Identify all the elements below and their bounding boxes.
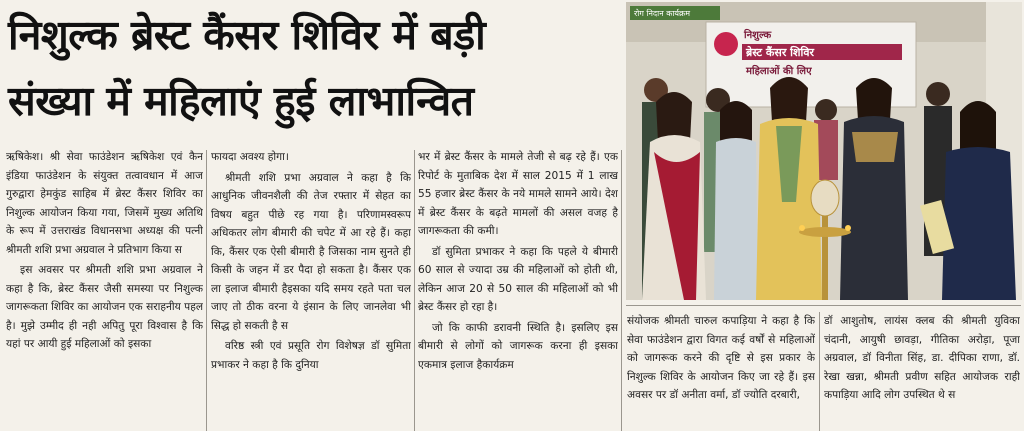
photo-bottom-rule	[626, 305, 1021, 306]
article-column-4	[627, 312, 815, 431]
banner-line-1: निशुल्क	[744, 30, 772, 41]
headline	[8, 2, 620, 134]
article-column-3	[418, 148, 618, 431]
banner-line-2: ब्रेस्ट कैंसर शिविर	[746, 46, 814, 59]
column-divider	[414, 150, 415, 431]
paragraph: इस अवसर पर श्रीमती शशि प्रभा अग्रवाल ने कहा है कि, ब्रेस्ट कैंसर जैसी समस्या पर निशुल्क जागरूकता शिविर का आयोजन एक सराहनीय पहल है। मुझे उम्मीद ही नही अपितु पूरा विश्वास है कि यहां पर आयी हुई महिलाओं को इसका	[6, 264, 203, 350]
paragraph: डॉ सुमिता प्रभाकर ने कहा कि पहले ये बीमारी 60 साल से ज्यादा उम्र की महिलाओं को होती थी, लेकिन आज 20 से 50 साल की महिलाओं को भी ब्रेस्ट कैंसर हो रहा है।	[418, 245, 618, 313]
paragraph: वरिष्ठ स्त्री एवं प्रसूति रोग विशेषज्ञ डॉ सुमिता प्रभाकर ने कहा है कि दुनिया	[211, 340, 411, 371]
paragraph: फायदा अवश्य होगा।	[211, 151, 289, 163]
news-photo	[626, 2, 1022, 300]
column-divider	[621, 150, 622, 431]
column-divider	[819, 312, 820, 431]
headline-line-2: संख्या में महिलाएं हुई लाभान्वित	[8, 77, 474, 125]
article-column-1	[6, 148, 203, 431]
paragraph: जो कि काफी डरावनी स्थिति है। इसलिए इस बीमारी से लोगों को जागरूक करना ही इसका एकमात्र इलाज हैकार्यक्रम	[418, 321, 618, 371]
banner-top-text: रोग निदान कार्यक्रम	[634, 9, 690, 18]
paragraph: संयोजक श्रीमती चारुल कपाड़िया ने कहा है कि सेवा फाउंडेशन द्वारा विगत कई वर्षों से महिलाओं को जागरूक करने की दृष्टि से इस प्रकार के निशुल्क शिविर के आयोजन किए जा रहे हैं। इस अवसर पर डॉ अनीता वर्मा, डॉ ज्योति दरबारी,	[627, 315, 815, 401]
paragraph: श्रीमती शशि प्रभा अग्रवाल ने कहा है कि आधुनिक जीवनशैली की तेज रफ्तार में सेहत का विषय बहुत पीछे रह गया है। परिणामस्वरूप अधिकतर लोग बीमारी की चपेट में आ रहे हैं। कहा कि, कैंसर एक ऐसी बीमारी है जिसका नाम सुनते ही किसी के जहन में डर पैदा हो सकता है। कैंसर एक ला इलाज बीमारी हैइसका यदि समय रहते पता चल जाए तो ठीक वरना ये इंसान के लिए जानलेवा भी सिद्ध हो सकती है स	[211, 171, 411, 332]
column-divider	[206, 150, 207, 431]
paragraph: ऋषिकेश। श्री सेवा फाउंडेशन ऋषिकेश एवं कैन इंडिया फाउंडेशन के संयुक्त तत्वावधान में आज गुरुद्वारा हेमकुंड साहिब में ब्रेस्ट कैंसर शिविर का निशुल्क आयोजन किया गया, जिसमें मुख्य अतिथि के रूप में उत्तराखंड विधानसभा अध्यक्ष की पत्नी श्रीमती शशि प्रभा अग्रवाल ने प्रतिभाग किया स	[6, 151, 203, 256]
paragraph: भर में ब्रेस्ट कैंसर के मामले तेजी से बढ़ रहे हैं। एक रिपोर्ट के मुताबिक देश में साल 2015 में 1 लाख 55 हजार ब्रेस्ट कैंसर के नये मामले सामने आये। देश में ब्रेस्ट कैंसर के बढ़ते मामलों की असल वजह है जागरूकता की कमी।	[418, 151, 618, 237]
article-column-5	[824, 312, 1020, 431]
headline-line-1: निशुल्क ब्रेस्ट कैंसर शिविर में बड़ी	[8, 11, 486, 59]
article-column-2	[211, 148, 411, 431]
banner-line-3: महिलाओं की लिए	[746, 66, 812, 77]
paragraph: डॉ आशुतोष, लायंस क्लब की श्रीमती युविका चंदानी, आयुषी छावड़ा, गीतिका अरोड़ा, पूजा अग्रवाल, डॉ विनीता सिंह, डा. दीपिका राणा, डॉ. रेखा खन्ना, श्रीमती प्रवीण सहित आयोजक राही कपाड़िया आदि लोग उपस्थित थे स	[824, 315, 1020, 401]
